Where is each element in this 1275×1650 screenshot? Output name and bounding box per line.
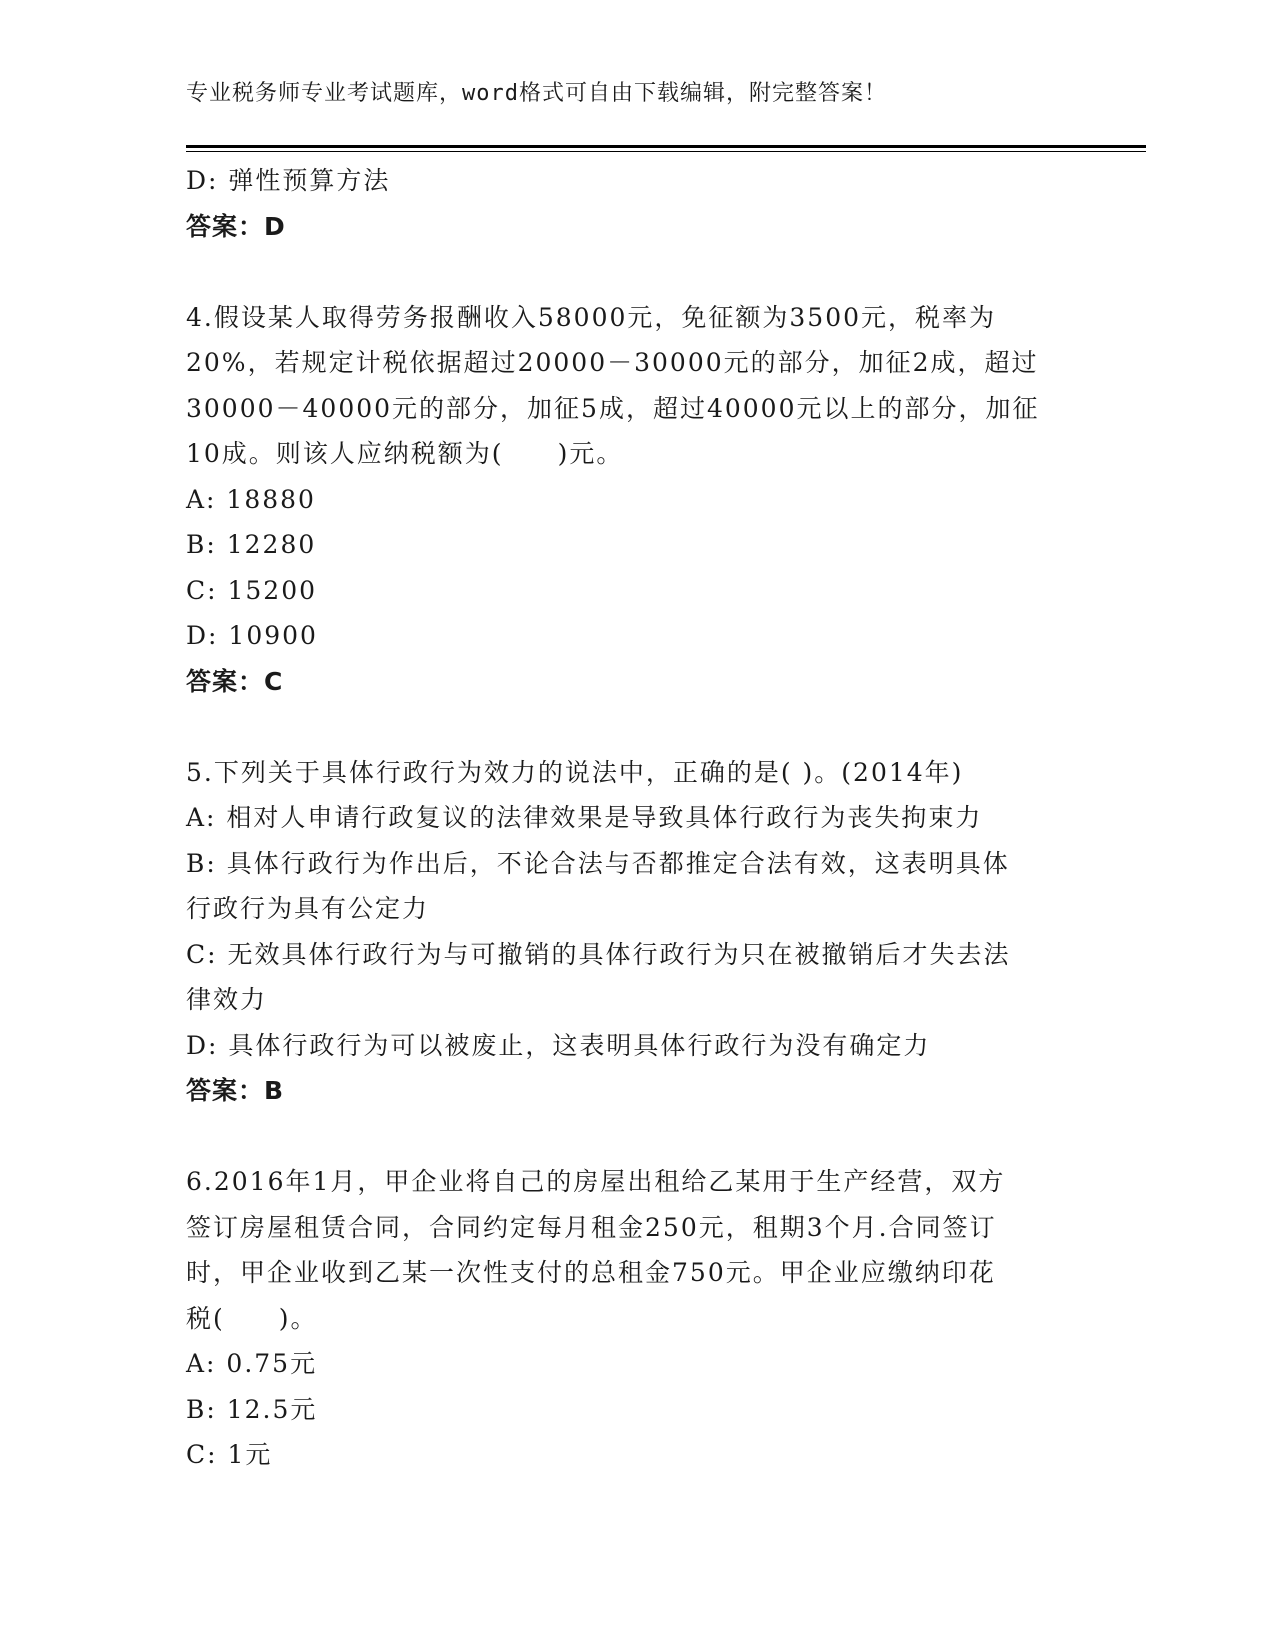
question-6-option-c: C: 1元 — [186, 1440, 273, 1469]
question-5-answer: 答案：B — [186, 1076, 285, 1105]
question-6-line: 税( )。 — [186, 1303, 318, 1333]
question-6-line: 6.2016年1月，甲企业将自己的房屋出租给乙某用于生产经营，双方 — [186, 1167, 1006, 1196]
spacer — [186, 1114, 1086, 1160]
question-4-line: 30000－40000元的部分，加征5成，超过40000元以上的部分，加征 — [186, 393, 1040, 423]
question-4-option-b: B: 12280 — [186, 530, 317, 559]
question-4-option-c: C: 15200 — [186, 575, 318, 605]
question-4-option-a: A: 18880 — [186, 484, 316, 514]
question-5-line: A: 相对人申请行政复议的法律效果是导致具体行政行为丧失拘束力 — [186, 803, 983, 832]
question-4-line: 20%，若规定计税依据超过20000－30000元的部分，加征2成，超过 — [186, 348, 1039, 377]
question-4-line: 4.假设某人取得劳务报酬收入58000元，免征额为3500元，税率为 — [186, 302, 997, 332]
question-6-line: 签订房屋租赁合同，合同约定每月租金250元，租期3个月.合同签订 — [186, 1212, 997, 1242]
page-header: 专业税务师专业考试题库，word格式可自由下载编辑，附完整答案！ — [186, 81, 887, 106]
question-5-line: 行政行为具有公定力 — [186, 894, 430, 923]
question-6-line: 时，甲企业收到乙某一次性支付的总租金750元。甲企业应缴纳印花 — [186, 1258, 996, 1287]
header-rule-thin — [186, 151, 1146, 152]
question-5-line: 5.下列关于具体行政行为效力的说法中，正确的是( )。(2014年) — [186, 757, 964, 787]
spacer — [186, 704, 1086, 750]
prev-option-d: D: 弹性预算方法 — [186, 166, 391, 195]
spacer — [186, 249, 1086, 295]
question-5-line: 律效力 — [186, 985, 268, 1014]
question-6-option-a: A: 0.75元 — [186, 1349, 318, 1378]
header-rule-thick — [186, 145, 1146, 148]
question-5-line: B: 具体行政行为作出后，不论合法与否都推定合法有效，这表明具体 — [186, 848, 1010, 878]
question-5 — [186, 750, 1086, 1114]
question-5-line: D: 具体行政行为可以被废止，这表明具体行政行为没有确定力 — [186, 1030, 931, 1060]
question-6 — [186, 1159, 1086, 1478]
question-content — [186, 158, 1086, 1478]
question-4-line: 10成。则该人应纳税额为( )元。 — [186, 439, 624, 468]
question-4-option-d: D: 10900 — [186, 621, 318, 650]
question-4-answer: 答案：C — [186, 666, 284, 696]
question-4 — [186, 295, 1086, 705]
question-5-line: C: 无效具体行政行为与可撤销的具体行政行为只在被撤销后才失去法 — [186, 939, 1011, 969]
prev-answer: 答案：D — [186, 211, 286, 241]
question-6-option-b: B: 12.5元 — [186, 1394, 318, 1424]
